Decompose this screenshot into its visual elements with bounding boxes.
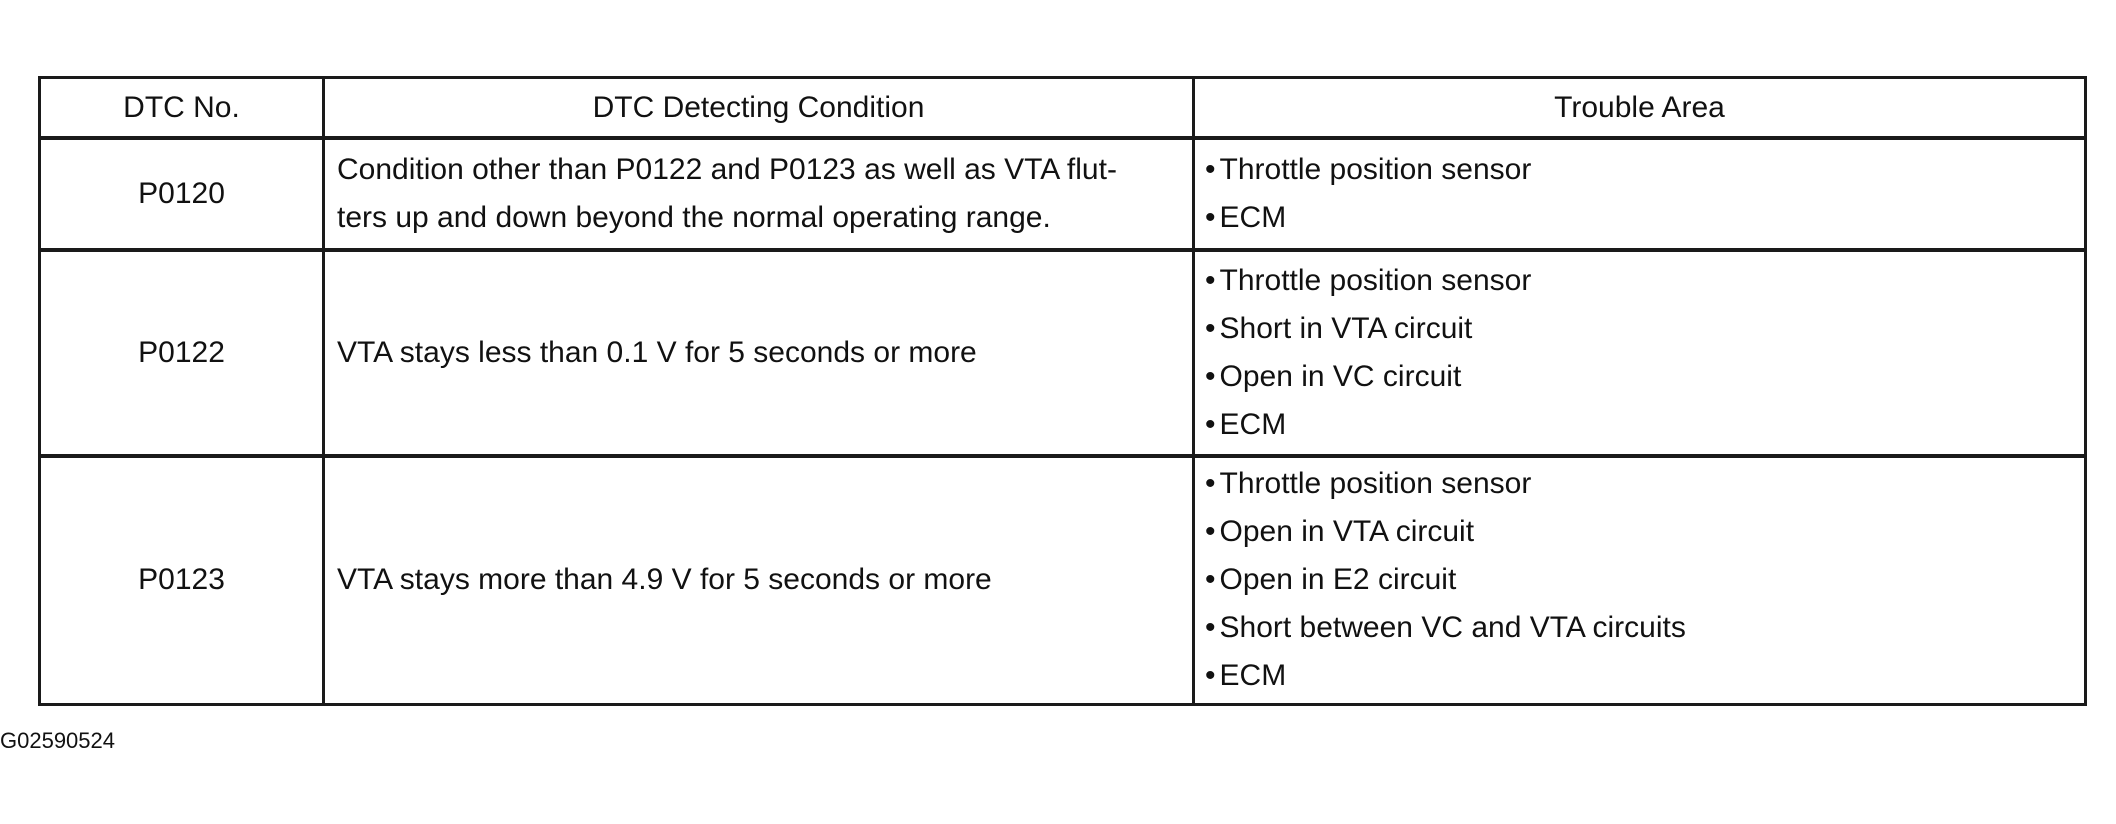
detecting-condition: [324, 250, 1194, 456]
trouble-area: [1194, 138, 2086, 250]
trouble-area-item: • Open in VTA circuit: [1205, 508, 2072, 556]
table-header-row: [40, 78, 2086, 139]
dtc-code: P0123: [40, 456, 324, 704]
table-row: [40, 138, 2086, 250]
trouble-area-item: • ECM: [1205, 401, 2072, 449]
trouble-area: [1194, 250, 2086, 456]
trouble-area-list: [1205, 257, 2072, 449]
trouble-area-item: • Open in VC circuit: [1205, 353, 2072, 401]
condition-line: Condition other than P0122 and P0123 as well as VTA flut-: [337, 153, 1117, 186]
trouble-area-item: • Throttle position sensor: [1205, 146, 2072, 194]
figure-id: G02590524: [0, 728, 115, 753]
condition-line: VTA stays more than 4.9 V for 5 seconds or more: [337, 563, 992, 597]
dtc-code: P0122: [40, 250, 324, 456]
detecting-condition: [324, 138, 1194, 250]
condition-line: ters up and down beyond the normal operating range.: [337, 201, 1051, 234]
table-row: [40, 250, 2086, 456]
header-trouble-area: Trouble Area: [1194, 78, 2086, 139]
trouble-area-item: • ECM: [1205, 194, 2072, 242]
trouble-area-item: • Short between VC and VTA circuits: [1205, 604, 2072, 652]
detecting-condition: [324, 456, 1194, 704]
trouble-area-item: • Short in VTA circuit: [1205, 305, 2072, 353]
trouble-area-item: • Throttle position sensor: [1205, 257, 2072, 305]
trouble-area-item: • ECM: [1205, 652, 2072, 700]
dtc-code: P0120: [40, 138, 324, 250]
dtc-table: [38, 76, 2087, 706]
trouble-area-list: [1205, 460, 2072, 700]
table-row: [40, 456, 2086, 704]
trouble-area: [1194, 456, 2086, 704]
trouble-area-list: [1205, 146, 2072, 242]
header-dtc-no: DTC No.: [40, 78, 324, 139]
header-detecting-condition: DTC Detecting Condition: [324, 78, 1194, 139]
trouble-area-item: • Throttle position sensor: [1205, 460, 2072, 508]
condition-line: VTA stays less than 0.1 V for 5 seconds or more: [337, 336, 977, 369]
trouble-area-item: • Open in E2 circuit: [1205, 556, 2072, 604]
